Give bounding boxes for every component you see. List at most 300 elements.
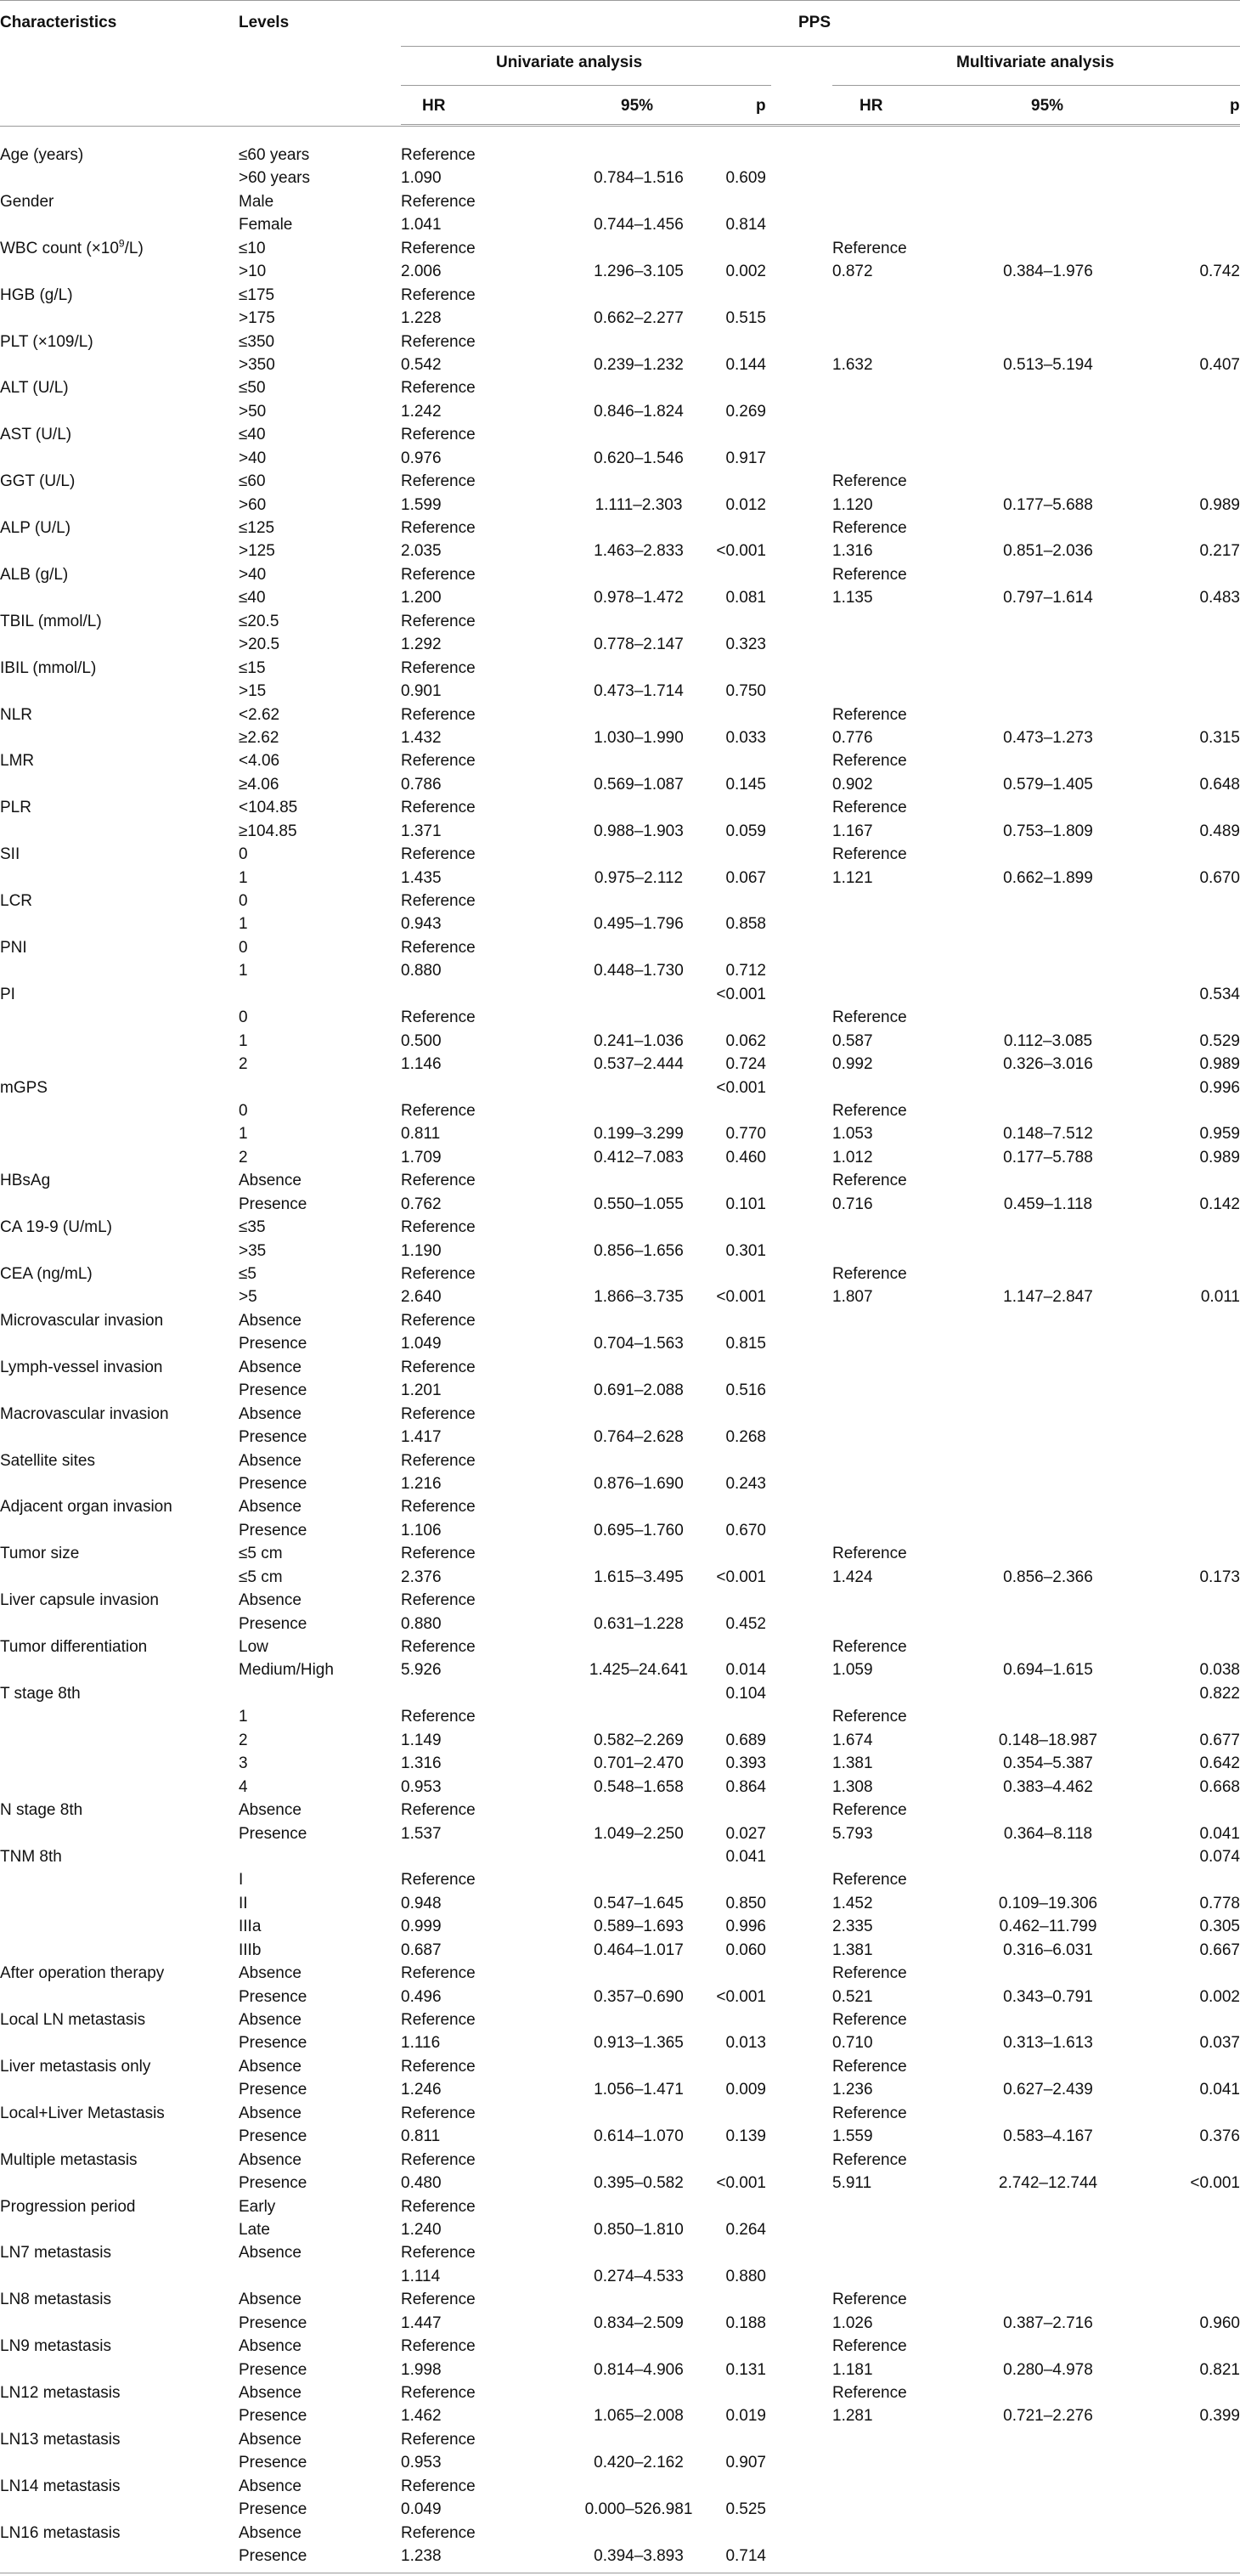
characteristic-cell: PNI — [0, 938, 27, 957]
univariate-ci-cell: 0.913–1.365 — [594, 2034, 684, 2053]
multivariate-p-cell: 0.483 — [1199, 589, 1240, 607]
univariate-ci-cell: 1.463–2.833 — [594, 542, 684, 561]
univariate-p-cell: 0.145 — [725, 775, 766, 794]
table-row — [0, 259, 1240, 282]
col-header-p-multivariate: p — [1230, 97, 1240, 115]
level-cell: ≤50 — [239, 379, 266, 398]
characteristic-cell: Age (years) — [0, 146, 84, 164]
univariate-ci-cell: 0.876–1.690 — [594, 1474, 684, 1493]
col-header-levels: Levels — [239, 14, 290, 31]
multivariate-ci-cell: 0.387–2.716 — [1003, 2313, 1093, 2332]
univariate-hr-cell: 1.371 — [401, 822, 442, 840]
multivariate-ci-cell: 0.583–4.167 — [1003, 2127, 1093, 2146]
univariate-hr-cell: 1.041 — [401, 216, 442, 234]
multivariate-hr-cell: 1.807 — [832, 1288, 873, 1307]
characteristic-cell: T stage 8th — [0, 1684, 81, 1703]
table-row — [0, 1681, 1240, 1704]
univariate-ci-cell: 0.691–2.088 — [594, 1381, 684, 1400]
multivariate-hr-cell: Reference — [832, 752, 907, 771]
univariate-ci-cell: 0.589–1.693 — [594, 1918, 684, 1936]
table-row — [0, 1844, 1240, 1867]
univariate-hr-cell: Reference — [401, 1172, 476, 1190]
table-row — [0, 982, 1240, 1005]
table-row — [0, 2497, 1240, 2520]
multivariate-p-cell: 0.376 — [1199, 2127, 1240, 2146]
univariate-p-cell: 0.014 — [725, 1661, 766, 1680]
multivariate-hr-cell: 1.674 — [832, 1731, 873, 1749]
multivariate-p-cell: 0.038 — [1199, 1661, 1240, 1680]
univariate-p-cell: 0.101 — [725, 1195, 766, 1213]
univariate-ci-cell: 0.550–1.055 — [594, 1195, 684, 1213]
univariate-p-cell: 0.062 — [725, 1031, 766, 1050]
characteristic-cell: AST (U/L) — [0, 426, 72, 444]
multivariate-ci-cell: 0.384–1.976 — [1003, 263, 1093, 281]
level-cell: ≤15 — [239, 658, 266, 677]
univariate-ci-cell: 1.065–2.008 — [594, 2407, 684, 2426]
multivariate-hr-cell: Reference — [832, 1008, 907, 1027]
level-cell: I — [239, 1871, 244, 1890]
multivariate-p-cell: 0.489 — [1199, 822, 1240, 840]
univariate-ci-cell: 0.701–2.470 — [594, 1754, 684, 1773]
col-header-univariate: Univariate analysis — [496, 54, 643, 71]
level-cell: Absence — [239, 2384, 302, 2402]
multivariate-hr-cell: 5.911 — [832, 2174, 872, 2193]
univariate-ci-cell: 0.620–1.546 — [594, 449, 684, 467]
multivariate-ci-cell: 0.364–8.118 — [1003, 1824, 1093, 1843]
level-cell: 0 — [239, 1101, 248, 1120]
univariate-p-cell: 0.712 — [725, 962, 766, 980]
multivariate-ci-cell: 0.627–2.439 — [1003, 2081, 1093, 2099]
level-cell: Presence — [239, 1614, 307, 1633]
univariate-hr-cell: Reference — [401, 2477, 476, 2495]
characteristic-cell: IBIL (mmol/L) — [0, 658, 97, 677]
table-row — [0, 609, 1240, 632]
univariate-hr-cell: 0.480 — [401, 2174, 442, 2193]
col-header-hr-univariate: HR — [422, 97, 446, 115]
univariate-p-cell: 0.814 — [725, 216, 766, 234]
multivariate-p-cell: 0.011 — [1200, 1288, 1240, 1307]
multivariate-hr-cell: 2.335 — [832, 1918, 873, 1936]
characteristic-cell: Microvascular invasion — [0, 1311, 164, 1330]
univariate-p-cell: 0.880 — [725, 2267, 766, 2285]
level-cell: Presence — [239, 2127, 307, 2146]
univariate-hr-cell: 1.432 — [401, 728, 442, 747]
univariate-ci-cell: 0.614–1.070 — [594, 2127, 684, 2146]
univariate-ci-cell: 0.274–4.533 — [594, 2267, 684, 2285]
level-cell: ≤5 cm — [239, 1545, 283, 1563]
univariate-hr-cell: Reference — [401, 705, 476, 724]
table-row — [0, 2334, 1240, 2357]
level-cell: Presence — [239, 2081, 307, 2099]
table-row — [0, 562, 1240, 585]
univariate-p-cell: 0.516 — [725, 1381, 766, 1400]
univariate-p-cell: 0.850 — [725, 1894, 766, 1912]
characteristic-cell: HBsAg — [0, 1172, 51, 1190]
characteristic-cell: ALB (g/L) — [0, 565, 69, 584]
level-cell: Presence — [239, 1195, 307, 1213]
univariate-hr-cell: Reference — [401, 2011, 476, 2029]
univariate-p-cell: 0.907 — [725, 2454, 766, 2472]
table-row — [0, 1331, 1240, 1354]
table-row — [0, 2287, 1240, 2310]
multivariate-ci-cell: 0.856–2.366 — [1003, 1568, 1093, 1586]
univariate-ci-cell: 0.448–1.730 — [594, 962, 684, 980]
level-cell: Absence — [239, 2057, 302, 2076]
multivariate-ci-cell: 1.147–2.847 — [1003, 1288, 1093, 1307]
multivariate-hr-cell: Reference — [832, 799, 907, 817]
univariate-hr-cell: 0.953 — [401, 1777, 442, 1796]
table-row — [0, 866, 1240, 889]
multivariate-p-cell: 0.041 — [1199, 2081, 1240, 2099]
characteristic-cell: LN16 metastasis — [0, 2523, 121, 2542]
multivariate-hr-cell: 1.121 — [832, 868, 873, 887]
multivariate-hr-cell: 1.167 — [832, 822, 873, 840]
multivariate-ci-cell: 0.280–4.978 — [1003, 2360, 1093, 2379]
level-cell: Presence — [239, 2313, 307, 2332]
multivariate-hr-cell: Reference — [832, 845, 907, 864]
table-row — [0, 819, 1240, 842]
univariate-ci-cell: 0.850–1.810 — [594, 2220, 684, 2239]
level-cell: 4 — [239, 1777, 248, 1796]
table-row — [0, 1658, 1240, 1681]
univariate-ci-cell: 1.615–3.495 — [594, 1568, 684, 1586]
univariate-hr-cell: 2.006 — [401, 263, 442, 281]
level-cell: Absence — [239, 2337, 302, 2356]
level-cell: Absence — [239, 2244, 302, 2262]
table-row — [0, 2358, 1240, 2381]
multivariate-p-cell: <0.001 — [1190, 2174, 1240, 2193]
univariate-p-cell: 0.188 — [725, 2313, 766, 2332]
table-row — [0, 2077, 1240, 2100]
table-row — [0, 2544, 1240, 2567]
multivariate-hr-cell: 0.776 — [832, 728, 873, 747]
univariate-ci-cell: 0.394–3.893 — [594, 2547, 684, 2566]
level-cell: ≤60 — [239, 472, 266, 491]
level-cell: >40 — [239, 449, 267, 467]
univariate-ci-cell: 1.056–1.471 — [594, 2081, 684, 2099]
level-cell: ≥104.85 — [239, 822, 297, 840]
table-row — [0, 2031, 1240, 2053]
characteristic-cell: LN13 metastasis — [0, 2430, 121, 2449]
univariate-hr-cell: 0.880 — [401, 962, 442, 980]
level-cell: Absence — [239, 2523, 302, 2542]
table-row — [0, 1985, 1240, 2008]
level-cell: Absence — [239, 1451, 302, 1470]
univariate-p-cell: <0.001 — [716, 2174, 766, 2193]
univariate-hr-cell: 0.999 — [401, 1918, 442, 1936]
characteristic-cell: LCR — [0, 892, 33, 910]
table-row — [0, 1728, 1240, 1751]
table-row — [0, 1775, 1240, 1798]
table-row — [0, 236, 1240, 259]
characteristic-cell — [0, 237, 144, 257]
characteristic-unit: /L) — [124, 239, 144, 257]
characteristic-cell: mGPS — [0, 1078, 48, 1097]
multivariate-p-cell: 0.041 — [1199, 1824, 1240, 1843]
characteristic-cell: PI — [0, 985, 15, 1003]
univariate-hr-cell: 1.114 — [401, 2267, 441, 2285]
univariate-p-cell: 0.323 — [725, 636, 766, 654]
univariate-hr-cell: 1.200 — [401, 589, 442, 607]
characteristic-cell: Tumor differentiation — [0, 1638, 148, 1656]
table-row — [0, 679, 1240, 702]
univariate-hr-cell: Reference — [401, 2244, 476, 2262]
univariate-hr-cell: Reference — [401, 1358, 476, 1376]
level-cell: ≤5 — [239, 1265, 256, 1283]
table-row — [0, 399, 1240, 422]
univariate-hr-cell: 1.242 — [401, 402, 442, 421]
multivariate-hr-cell: Reference — [832, 1638, 907, 1656]
col-header-characteristics: Characteristics — [0, 14, 117, 31]
multivariate-hr-cell: 1.135 — [832, 589, 873, 607]
table-row — [0, 2240, 1240, 2263]
multivariate-hr-cell: 0.521 — [832, 1987, 873, 2006]
level-cell: ≤20.5 — [239, 612, 279, 630]
characteristic-cell: PLT (×109/L) — [0, 332, 93, 351]
characteristic-cell: Local LN metastasis — [0, 2011, 146, 2029]
univariate-hr-cell: Reference — [401, 379, 476, 398]
table-row — [0, 493, 1240, 516]
univariate-ci-cell: 0.978–1.472 — [594, 589, 684, 607]
table-row — [0, 446, 1240, 469]
level-cell: Presence — [239, 2360, 307, 2379]
univariate-p-cell: 0.059 — [725, 822, 766, 840]
univariate-p-cell: 0.452 — [725, 1614, 766, 1633]
table-row — [0, 935, 1240, 958]
univariate-ci-cell: 0.582–2.269 — [594, 1731, 684, 1749]
level-cell: 2 — [239, 1055, 248, 1074]
header-bottom-rule — [401, 124, 1240, 125]
level-cell: ≤40 — [239, 426, 266, 444]
univariate-p-cell: <0.001 — [716, 1078, 766, 1097]
univariate-p-cell: 0.067 — [725, 868, 766, 887]
level-cell: Presence — [239, 1428, 307, 1447]
univariate-p-cell: 0.027 — [725, 1824, 766, 1843]
multivariate-p-cell: 0.142 — [1199, 1195, 1240, 1213]
characteristic-cell: Satellite sites — [0, 1451, 95, 1470]
multivariate-p-cell: 0.217 — [1199, 542, 1240, 561]
univariate-hr-cell: 1.049 — [401, 1335, 442, 1353]
table-row — [0, 1588, 1240, 1611]
univariate-hr-cell: 0.811 — [401, 1125, 441, 1144]
univariate-hr-cell: 1.090 — [401, 169, 442, 188]
table-row — [0, 2124, 1240, 2147]
characteristic-cell: Liver capsule invasion — [0, 1591, 159, 1610]
table-row — [0, 1938, 1240, 1961]
table-row — [0, 1751, 1240, 1774]
multivariate-hr-cell: Reference — [832, 1101, 907, 1120]
univariate-hr-cell: Reference — [401, 1101, 476, 1120]
table-row — [0, 1099, 1240, 1121]
univariate-ci-cell: 0.695–1.760 — [594, 1521, 684, 1539]
level-cell: >125 — [239, 542, 275, 561]
multivariate-hr-cell: Reference — [832, 2057, 907, 2076]
univariate-p-cell: 0.525 — [725, 2500, 766, 2519]
univariate-ci-cell: 0.495–1.796 — [594, 915, 684, 934]
level-cell: 0 — [239, 938, 248, 957]
multivariate-ci-cell: 0.462–11.799 — [999, 1918, 1097, 1936]
univariate-p-cell: 0.002 — [725, 263, 766, 281]
univariate-hr-cell: 1.599 — [401, 495, 442, 514]
level-cell: ≤175 — [239, 285, 275, 304]
level-cell: Presence — [239, 2174, 307, 2193]
multivariate-ci-cell: 0.662–1.899 — [1003, 868, 1093, 887]
table-row — [0, 1052, 1240, 1075]
level-cell: Presence — [239, 2407, 307, 2426]
multivariate-ci-cell: 2.742–12.744 — [998, 2174, 1098, 2193]
univariate-hr-cell: 1.238 — [401, 2547, 442, 2566]
multivariate-p-cell: 0.002 — [1199, 1987, 1240, 2006]
univariate-hr-cell: Reference — [401, 1708, 476, 1726]
univariate-hr-cell: 0.500 — [401, 1031, 442, 1050]
level-cell: 2 — [239, 1148, 248, 1167]
univariate-p-cell: 0.268 — [725, 1428, 766, 1447]
table-row — [0, 539, 1240, 562]
multivariate-p-cell: 0.742 — [1199, 263, 1240, 281]
univariate-ci-cell: 1.030–1.990 — [594, 728, 684, 747]
multivariate-ci-cell: 0.797–1.614 — [1003, 589, 1093, 607]
univariate-hr-cell: 1.190 — [401, 1241, 442, 1260]
multivariate-ci-cell: 0.721–2.276 — [1003, 2407, 1093, 2426]
table-row — [0, 1541, 1240, 1564]
univariate-hr-cell: Reference — [401, 1964, 476, 1983]
characteristic-cell: PLR — [0, 799, 31, 817]
multivariate-hr-cell: 0.992 — [832, 1055, 873, 1074]
univariate-ci-cell: 0.473–1.714 — [594, 682, 684, 701]
table-row — [0, 1822, 1240, 1844]
level-cell: Absence — [239, 1311, 302, 1330]
table-row — [0, 1565, 1240, 1588]
multivariate-p-cell: 0.648 — [1199, 775, 1240, 794]
univariate-ci-cell: 1.425–24.641 — [589, 1661, 689, 1680]
multivariate-p-cell: 0.529 — [1199, 1031, 1240, 1050]
level-cell: ≤5 cm — [239, 1568, 283, 1586]
table-row — [0, 1215, 1240, 1238]
col-header-multivariate: Multivariate analysis — [956, 54, 1114, 71]
level-cell: >10 — [239, 263, 267, 281]
multivariate-p-cell: 0.821 — [1199, 2360, 1240, 2379]
level-cell: >60 years — [239, 169, 310, 188]
table-row — [0, 889, 1240, 912]
table-row — [0, 1961, 1240, 1984]
level-cell: Absence — [239, 2011, 302, 2029]
univariate-hr-cell: 0.948 — [401, 1894, 442, 1912]
level-cell: Presence — [239, 1381, 307, 1400]
level-cell: Presence — [239, 2500, 307, 2519]
characteristic-cell: Lymph-vessel invasion — [0, 1358, 163, 1376]
univariate-ci-cell: 0.814–4.906 — [594, 2360, 684, 2379]
table-row — [0, 283, 1240, 306]
univariate-ci-cell: 0.834–2.509 — [594, 2313, 684, 2332]
multivariate-p-cell: 0.534 — [1199, 985, 1240, 1003]
table-row — [0, 1308, 1240, 1331]
multivariate-p-cell: 0.670 — [1199, 868, 1240, 887]
table-row — [0, 2148, 1240, 2171]
multivariate-hr-cell: Reference — [832, 2384, 907, 2402]
level-cell: ≥4.06 — [239, 775, 279, 794]
univariate-p-cell: 0.670 — [725, 1521, 766, 1539]
characteristic-cell: Gender — [0, 192, 54, 211]
multivariate-ci-cell: 0.313–1.613 — [1003, 2034, 1093, 2053]
table-row — [0, 958, 1240, 981]
level-cell: <104.85 — [239, 799, 298, 817]
multivariate-hr-cell: Reference — [832, 472, 907, 491]
table-row — [0, 1449, 1240, 1472]
table-row — [0, 1472, 1240, 1494]
univariate-p-cell: 0.013 — [725, 2034, 766, 2053]
table-row — [0, 1518, 1240, 1541]
univariate-ci-cell: 0.631–1.228 — [594, 1614, 684, 1633]
table-row — [0, 726, 1240, 749]
univariate-hr-cell: 5.926 — [401, 1661, 442, 1680]
univariate-ci-cell: 0.395–0.582 — [594, 2174, 684, 2193]
level-cell: Absence — [239, 1801, 302, 1820]
univariate-hr-cell: 0.786 — [401, 775, 442, 794]
table-row — [0, 1891, 1240, 1914]
level-cell: 1 — [239, 1125, 248, 1144]
table-row — [0, 772, 1240, 795]
multivariate-ci-cell: 0.851–2.036 — [1003, 542, 1093, 561]
univariate-p-cell: <0.001 — [716, 542, 766, 561]
level-cell: Absence — [239, 2150, 302, 2169]
level-cell: Female — [239, 216, 293, 234]
univariate-ci-cell: 0.464–1.017 — [594, 1940, 684, 1959]
level-cell: >350 — [239, 355, 275, 374]
multivariate-p-cell: 0.667 — [1199, 1940, 1240, 1959]
univariate-p-cell: <0.001 — [716, 1987, 766, 2006]
table-row — [0, 516, 1240, 539]
col-header-p-univariate: p — [756, 97, 766, 115]
col-header-pps: PPS — [798, 14, 831, 31]
univariate-hr-cell: 1.216 — [401, 1474, 442, 1493]
univariate-hr-cell: Reference — [401, 239, 476, 257]
multivariate-hr-cell: Reference — [832, 565, 907, 584]
characteristic-cell: TNM 8th — [0, 1847, 62, 1866]
col-header-ci-univariate: 95% — [621, 97, 654, 115]
univariate-p-cell: 0.917 — [725, 449, 766, 467]
univariate-rule — [401, 85, 771, 86]
table-row — [0, 2217, 1240, 2240]
level-cell: ≤60 years — [239, 146, 310, 164]
univariate-hr-cell: 1.435 — [401, 868, 442, 887]
univariate-hr-cell: Reference — [401, 519, 476, 537]
level-cell: >60 — [239, 495, 267, 514]
univariate-ci-cell: 0.988–1.903 — [594, 822, 684, 840]
table-row — [0, 2404, 1240, 2426]
table-body — [0, 143, 1240, 2568]
univariate-hr-cell: 0.901 — [401, 682, 442, 701]
univariate-hr-cell: 0.953 — [401, 2454, 442, 2472]
univariate-hr-cell: 1.149 — [401, 1731, 442, 1749]
univariate-hr-cell: Reference — [401, 1498, 476, 1517]
univariate-hr-cell: Reference — [401, 565, 476, 584]
univariate-ci-cell: 0.975–2.112 — [594, 868, 684, 887]
table-row — [0, 1704, 1240, 1727]
table-row — [0, 1914, 1240, 1937]
univariate-hr-cell: Reference — [401, 2523, 476, 2542]
level-cell: 0 — [239, 892, 248, 910]
table-row — [0, 2427, 1240, 2450]
univariate-hr-cell: 1.709 — [401, 1148, 442, 1167]
multivariate-p-cell: 0.399 — [1199, 2407, 1240, 2426]
multivariate-hr-cell: 0.716 — [832, 1195, 873, 1213]
multivariate-hr-cell: 1.381 — [832, 1754, 873, 1773]
table-row — [0, 1494, 1240, 1517]
multivariate-p-cell: 0.778 — [1199, 1894, 1240, 1912]
characteristic-cell: Liver metastasis only — [0, 2057, 151, 2076]
characteristic-cell: LN9 metastasis — [0, 2337, 111, 2356]
univariate-p-cell: 0.033 — [725, 728, 766, 747]
